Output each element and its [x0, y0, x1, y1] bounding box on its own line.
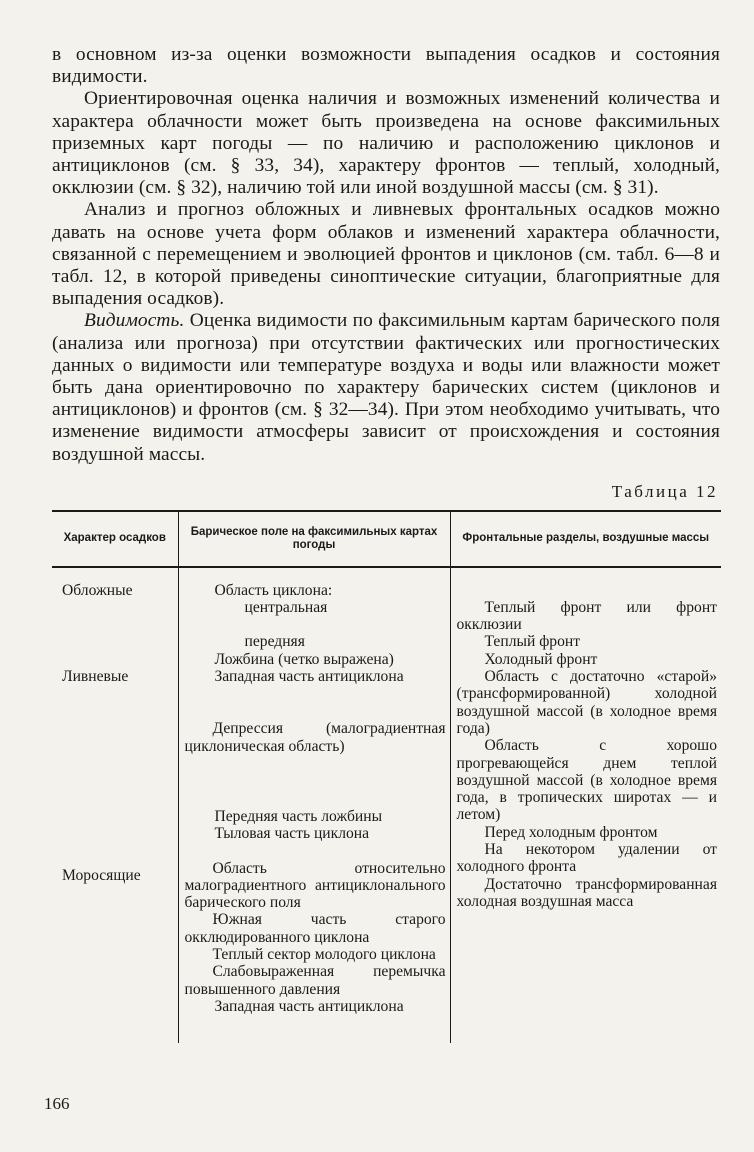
column-fronts [450, 567, 721, 1043]
cyclone-front: передняя [244, 633, 305, 651]
warm-or-occlusion-front: Теплый фронт или фронт окклюзии [456, 598, 717, 634]
type-overcast: Обложные [62, 581, 133, 599]
depression: Депрессия (малоградиентная циклоническая область) [184, 720, 446, 755]
low-gradient-anticyclonic-field: Область относительно малоградиентного антициклонального барического поля [184, 859, 446, 912]
type-showers: Ливневые [62, 668, 129, 686]
anticyclone-west: Западная часть антициклона [214, 668, 404, 686]
page-number: 166 [44, 1094, 70, 1113]
high-pressure-ridge: Слабовыраженная перемычка повышенного давления [184, 963, 446, 998]
precipitation-table [52, 510, 721, 1043]
old-occluded-cyclone-south: Южная часть старого окклюдированного циклона [184, 911, 446, 946]
transformed-cold-air-mass: Достаточно трансформированная холодная воздушная масса [456, 875, 717, 910]
column-baric-field [178, 567, 450, 1043]
cold-front: Холодный фронт [484, 650, 598, 668]
paragraph: Анализ и прогноз обложных и ливневых фронтальных осадков можно давать на основе учета форм облаков и изменений характера облачности, связанной с перемещением и эволюцией фронтов и циклонов (см. табл. 6—8 и табл. 12, в которой приведены синоптические ситуации, благоприятные для выпадения осадков). [52, 199, 720, 310]
paragraph: в основном из-за оценки возможности выпадения осадков и состояния видимости. [52, 44, 720, 88]
old-cold-air-mass-area: Область с достаточно «старой» (трансформированной) холодной воздушной массой (в холодное время года) [456, 668, 717, 737]
type-drizzle: Моросящие [62, 867, 141, 885]
before-cold-front: Перед холодным фронтом [484, 823, 658, 841]
cyclone-area: Область циклона: [214, 581, 333, 599]
column-precipitation-type [52, 567, 178, 1043]
paragraph-visibility [52, 310, 720, 465]
distance-from-cold-front: На некотором удалении от холодного фронта [456, 841, 717, 876]
warm-air-mass-area: Область с хорошо прогревающейся днем теплой воздушной массой (в холодное время года, в тропических широтах — и летом) [456, 737, 717, 824]
trough-pronounced: Ложбина (четко выражена) [214, 650, 394, 668]
anticyclone-west-2: Западная часть антициклона [214, 997, 404, 1015]
header-baric-field: Барическое поле на факсимильных картах погоды [178, 511, 450, 567]
table-caption: Таблица 12 [611, 481, 718, 501]
young-cyclone-warm-sector: Теплый сектор молодого циклона [212, 946, 436, 964]
paragraph: Ориентировочная оценка наличия и возможных изменений количества и характера облачности может быть произведена на основе факсимильных приземных карт погоды — по наличию и расположению циклонов и антициклонов (см. § 33, 34), характеру фронтов — теплый, холодный, окклюзии (см. § 32), наличию той или иной воздушной массы (см. § 31). [52, 88, 720, 199]
warm-front: Теплый фронт [484, 633, 581, 651]
page-content [52, 44, 720, 1043]
trough-front-part: Передняя часть ложбины [214, 807, 383, 825]
visibility-text: Оценка видимости по факсимильным картам барического поля (анализа или прогноза) при отсутствии фактических или прогностических данных о видимости или температуре воздуха и воды или влажности может быть дана ориентировочно по характеру барических систем (циклонов и антициклонов) и фронтов (см. § 32—34). При этом необходимо учитывать, что изменение видимости атмосферы зависит от происхождения и состояния воздушной массы. [52, 310, 720, 465]
header-fronts-air-masses: Фронтальные разделы, воздушные массы [450, 511, 721, 567]
header-precipitation-type: Характер осадков [52, 511, 178, 567]
cyclone-central: центральная [244, 599, 328, 617]
cyclone-rear: Тыловая часть циклона [214, 825, 370, 843]
visibility-heading: Видимость. [84, 310, 185, 332]
